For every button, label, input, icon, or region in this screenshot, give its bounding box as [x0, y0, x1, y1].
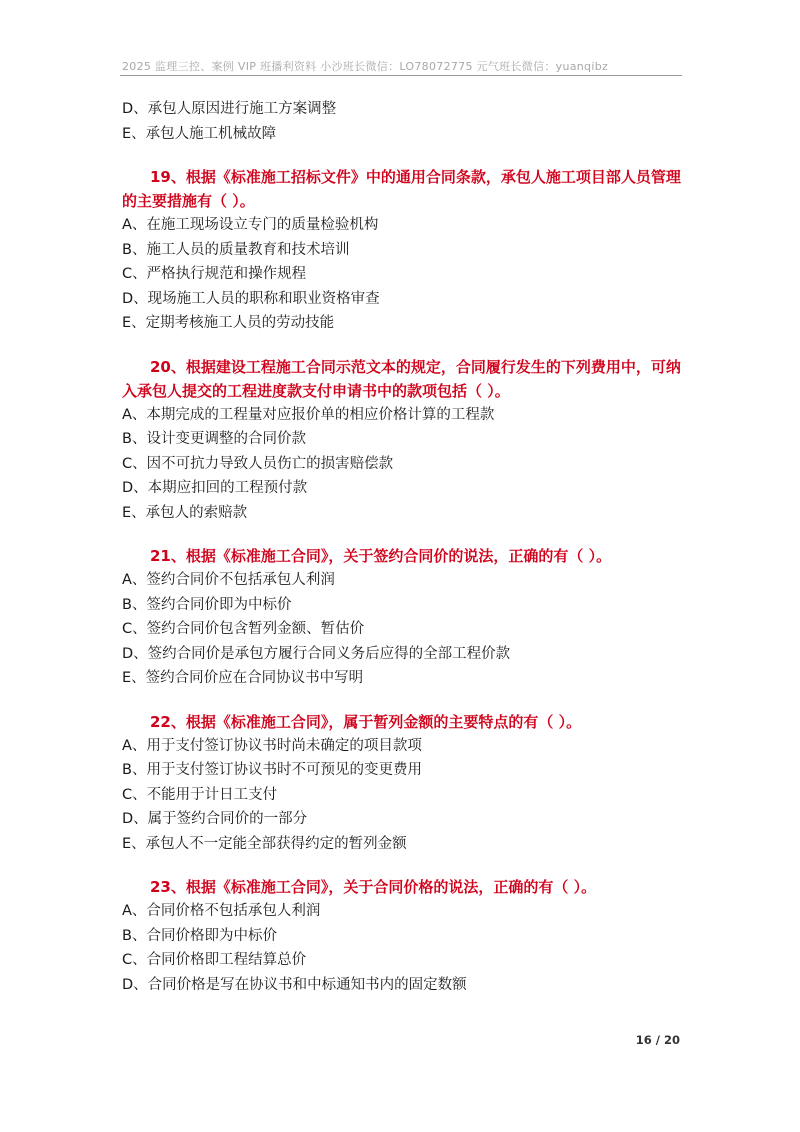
option-c: C、不能用于计日工支付 [122, 786, 278, 803]
previous-question-tail [122, 97, 690, 146]
option-a: A、本期完成的工程量对应报价单的相应价格计算的工程款 [122, 406, 495, 423]
question-23 [122, 875, 690, 997]
question-21 [122, 544, 690, 691]
question-19 [122, 165, 690, 336]
option-c: C、合同价格即工程结算总价 [122, 952, 307, 968]
option-a: A、用于支付签订协议书时尚未确定的项目款项 [122, 737, 422, 754]
option-e: E、签约合同价应在合同协议书中写明 [122, 670, 364, 686]
option-d: D、现场施工人员的职称和职业资格审查 [122, 290, 380, 307]
option-e: E、承包人的索赔款 [122, 504, 248, 521]
question-title: 21、根据《标准施工合同》，关于签约合同价的说法，正确的有（ ）。 [150, 547, 612, 565]
option-e: E、定期考核施工人员的劳动技能 [122, 315, 335, 331]
option-d: D、合同价格是写在协议书和中标通知书内的固定数额 [122, 976, 467, 993]
option-c: C、签约合同价包含暂列金额、暂估价 [122, 621, 365, 637]
question-22 [122, 710, 690, 857]
option-e: E、承包人施工机械故障 [122, 125, 277, 142]
option-b: B、施工人员的质量教育和技术培训 [122, 241, 350, 258]
option-c: C、严格执行规范和操作规程 [122, 266, 307, 282]
question-title: 19、根据《标准施工招标文件》中的通用合同条款，承包人施工项目部人员管理的主要措施有（ ）。 [122, 168, 681, 210]
page-number: 16 / 20 [635, 1033, 680, 1047]
question-20 [122, 355, 690, 526]
page-header: 2025 监理三控、案例 VIP 班播利资料 小沙班长微信：LO78072775 元气班长微信：yuanqibz [122, 60, 609, 73]
option-b: B、合同价格即为中标价 [122, 927, 277, 944]
option-b: B、签约合同价即为中标价 [122, 596, 292, 613]
option-c: C、因不可抗力导致人员伤亡的损害赔偿款 [122, 455, 394, 472]
header-divider [120, 75, 682, 76]
option-a: A、在施工现场设立专门的质量检验机构 [122, 217, 379, 233]
option-e: E、承包人不一定能全部获得约定的暂列金额 [122, 835, 407, 852]
option-d: D、属于签约合同价的一部分 [122, 811, 308, 827]
option-d: D、承包人原因进行施工方案调整 [122, 101, 337, 117]
option-a: A、合同价格不包括承包人利润 [122, 903, 321, 919]
option-d: D、签约合同价是承包方履行合同义务后应得的全部工程价款 [122, 645, 511, 662]
question-title: 22、根据《标准施工合同》，属于暂列金额的主要特点的有（ ）。 [150, 712, 582, 731]
question-title: 23、根据《标准施工合同》，关于合同价格的说法，正确的有（ ）。 [150, 878, 597, 896]
option-d: D、本期应扣回的工程预付款 [122, 480, 308, 496]
option-b: B、用于支付签订协议书时不可预见的变更费用 [122, 762, 422, 778]
question-title: 20、根据建设工程施工合同示范文本的规定，合同履行发生的下列费用中，可纳入承包人提交的工程进度款支付申请书中的款项包括（ ）。 [122, 357, 681, 400]
option-b: B、设计变更调整的合同价款 [122, 431, 306, 447]
option-a: A、签约合同价不包括承包人利润 [122, 572, 335, 588]
document-body [122, 97, 690, 997]
